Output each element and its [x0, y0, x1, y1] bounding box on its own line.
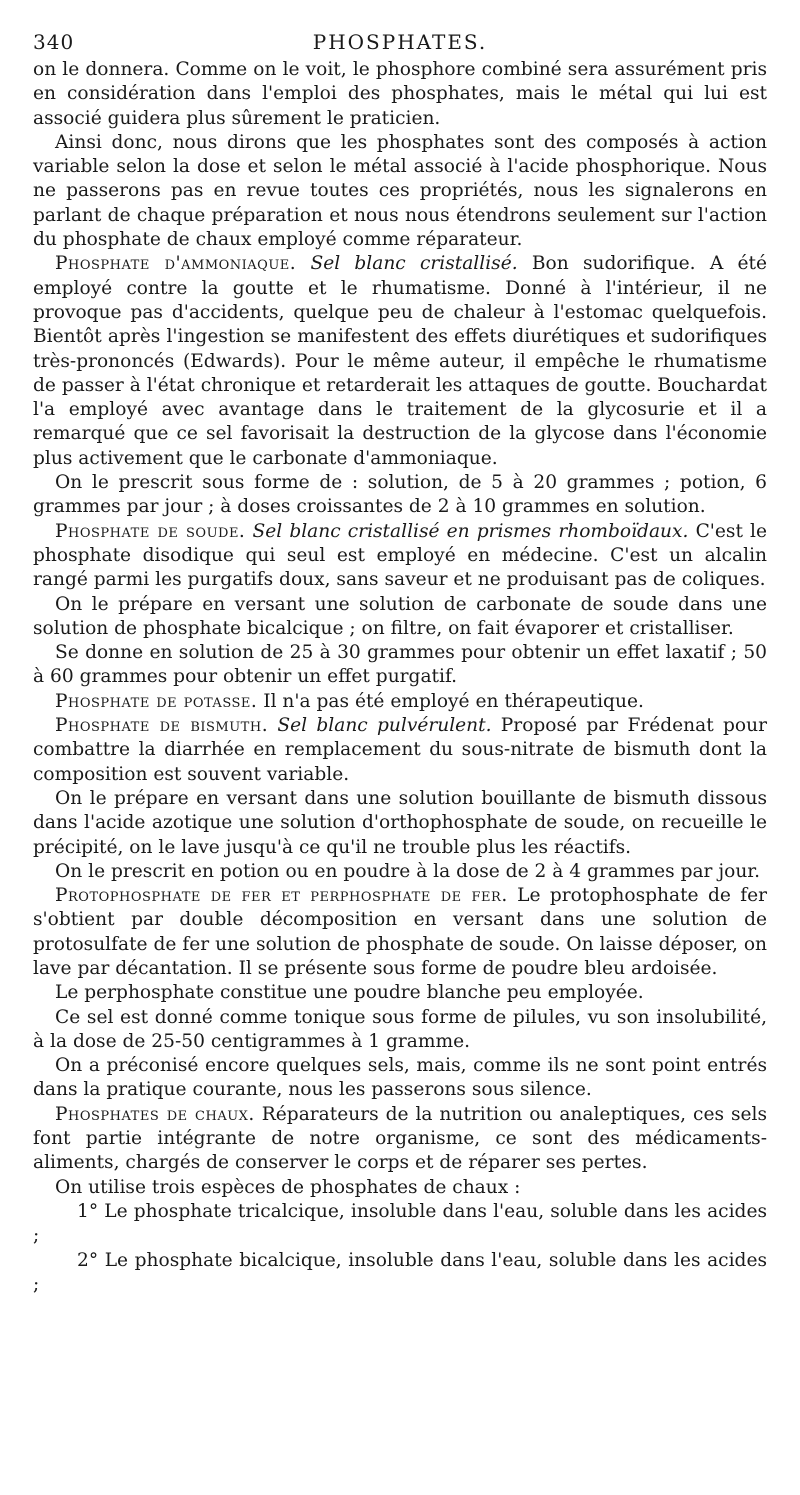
- page-number: 340: [33, 30, 75, 54]
- paragraph: Ainsi donc, nous dirons que les phosphates sont des composés à action variable selon la dose et selon le métal associé à l'acide phosphorique. Nous ne passerons pas en revue toutes ces propriétés, nous les signalerons en parlant de chaque préparation et nous nous étendrons seulement sur l'action du phosphate de chaux employé comme réparateur.: [33, 131, 767, 251]
- section-heading: Phosphates de chaux.: [55, 1103, 255, 1125]
- paragraph: On a préconisé encore quelques sels, mais, comme ils ne sont point entrés dans la pratique courante, nous les passerons sous silence.: [33, 1055, 767, 1101]
- section-heading: Phosphate de potasse.: [55, 690, 258, 712]
- list-marker: 1°: [77, 1200, 99, 1222]
- document-page: [33, 30, 767, 1297]
- section-heading: Phosphate d'ammoniaque.: [55, 253, 297, 275]
- paragraph: Phosphate d'ammoniaque. Sel blanc cristallisé. Bon sudorifique. A été employé contre la goutte et le rhumatisme. Donné à l'intérieur, il ne provoque pas d'accidents, quelque peu de chaleur à l'estomac quelquefois. Bientôt après l'ingestion se manifestent des effets diurétiques et sudorifiques très-prononcés (Edwards). Pour le même auteur, il empêche le rhumatisme de passer à l'état chronique et retarderait les attaques de goutte. Bouchardat l'a employé avec avantage dans le traitement de la glycosurie et il a remarqué que ce sel favorisait la destruction de la glycose dans l'économie plus activement que le carbonate d'ammoniaque.: [33, 253, 767, 469]
- list-marker: 2°: [77, 1249, 99, 1271]
- paragraph: Phosphate de potasse. Il n'a pas été employé en thérapeutique.: [55, 690, 644, 712]
- paragraph: On le prescrit sous forme de : solution, de 5 à 20 grammes ; potion, 6 grammes par jour ; à doses croissantes de 2 à 10 grammes en solution.: [33, 472, 767, 518]
- page-header: [33, 30, 767, 58]
- paragraph: On le prépare en versant une solution de carbonate de soude dans une solution de phosphate bicalcique ; on filtre, on fait évaporer et cristalliser.: [33, 593, 767, 639]
- paragraph: On le prescrit en potion ou en poudre à la dose de 2 à 4 grammes par jour.: [55, 860, 761, 882]
- paragraph: Phosphates de chaux. Réparateurs de la nutrition ou analeptiques, ces sels font partie intégrante de notre organisme, ce sont des médicaments-aliments, chargés de conserver le corps et de réparer ses pertes.: [33, 1103, 767, 1174]
- paragraph: Se donne en solution de 25 à 30 grammes pour obtenir un effet laxatif ; 50 à 60 grammes pour obtenir un effet purgatif.: [33, 642, 767, 688]
- section-heading: Protophosphate de fer et perphosphate de fer.: [55, 885, 508, 907]
- paragraph: on le donnera. Comme on le voit, le phosphore combiné sera assurément pris en considération dans l'emploi des phosphates, mais le métal qui lui est associé guidera plus sûrement le praticien.: [33, 59, 767, 129]
- description-italic: Sel blanc pulvérulent.: [277, 715, 492, 737]
- paragraph: Ce sel est donné comme tonique sous forme de pilules, vu son insolubilité, à la dose de 25-50 centigrammes à 1 gramme.: [33, 1006, 767, 1052]
- paragraph: On le prépare en versant dans une solution bouillante de bismuth dissous dans l'acide azotique une solution d'orthophosphate de soude, on recueille le précipité, on le lave jusqu'à ce qu'il ne trouble plus les réactifs.: [33, 787, 767, 858]
- paragraph: Phosphate de soude. Sel blanc cristallisé en prismes rhomboïdaux. C'est le phosphate disodique qui seul est employé en médecine. C'est un alcalin rangé parmi les purgatifs doux, sans saveur et ne produisant pas de coliques.: [33, 520, 767, 591]
- list-item: 2° Le phosphate bicalcique, insoluble dans l'eau, soluble dans les acides ;: [33, 1249, 767, 1295]
- section-heading: Phosphate de bismuth.: [55, 715, 269, 737]
- paragraph: Protophosphate de fer et perphosphate de fer. Le protophosphate de fer s'obtient par double décomposition en versant dans une solution de protosulfate de fer une solution de phosphate de soude. On laisse déposer, on lave par décantation. Il se présente sous forme de poudre bleu ardoisée.: [33, 885, 768, 979]
- section-heading: Phosphate de soude.: [55, 520, 246, 542]
- description-italic: Sel blanc cristallisé en prismes rhomboïdaux.: [252, 520, 689, 542]
- paragraph: On utilise trois espèces de phosphates de chaux :: [55, 1176, 521, 1198]
- paragraph: Le perphosphate constitue une poudre blanche peu employée.: [55, 982, 644, 1004]
- text-body: [33, 58, 767, 1297]
- list-item: 1° Le phosphate tricalcique, insoluble dans l'eau, soluble dans les acides ;: [33, 1200, 767, 1247]
- running-title: PHOSPHATES.: [312, 30, 488, 54]
- paragraph: Phosphate de bismuth. Sel blanc pulvérulent. Proposé par Frédenat pour combattre la diarrhée en remplacement du sous-nitrate de bismuth dont la composition est souvent variable.: [33, 715, 767, 785]
- description-italic: Sel blanc cristallisé.: [310, 253, 518, 275]
